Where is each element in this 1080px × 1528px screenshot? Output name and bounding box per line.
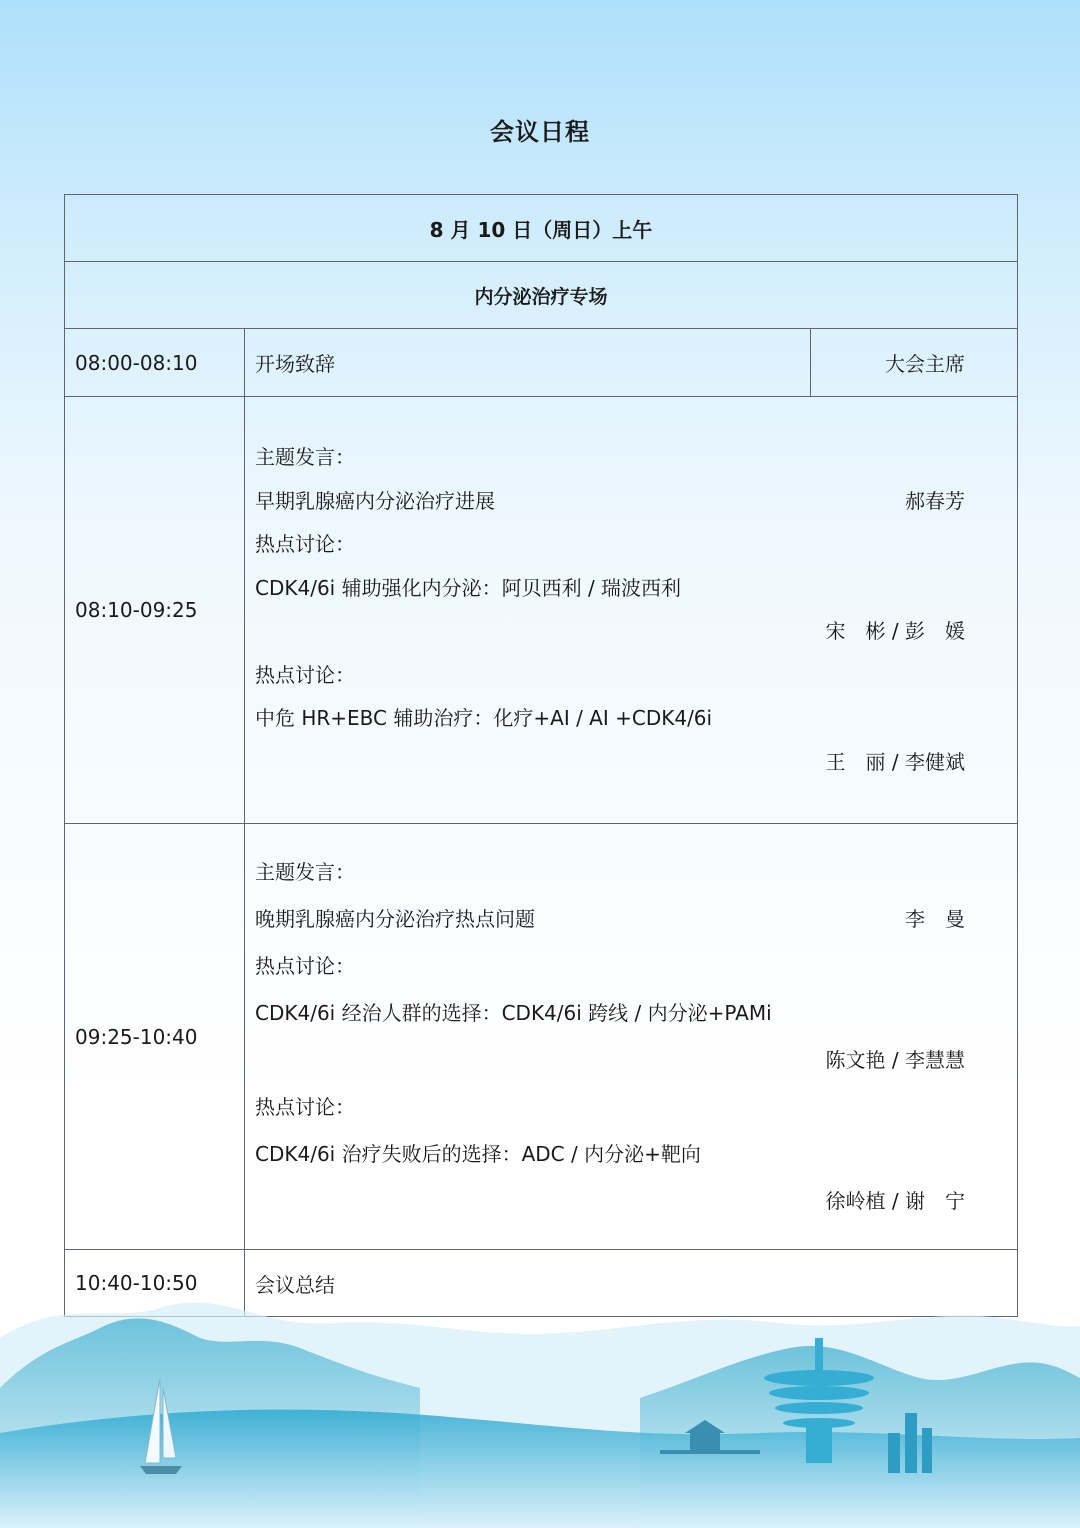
opening-row: [65, 329, 1018, 397]
page-title: 会议日程: [490, 118, 590, 146]
topic-cell: 开场致辞: [245, 329, 811, 397]
date-header: 8 月 10 日（周日）上午: [65, 195, 1018, 262]
program-cell: [245, 824, 1018, 1250]
keynote-speaker: 郝春芳: [905, 488, 965, 513]
keynote-title: 晚期乳腺癌内分泌治疗热点问题: [255, 906, 535, 931]
program-list: [245, 436, 1017, 784]
discussion-title: 中危 HR+EBC 辅助治疗：化疗+AI / AI +CDK4/6i: [255, 706, 713, 730]
topic-cell: 会议总结: [245, 1250, 1018, 1317]
session-block-row: [65, 397, 1018, 824]
program-cell: [245, 397, 1018, 824]
time-cell: 10:40-10:50: [65, 1250, 245, 1317]
landscape-illustration: [0, 1228, 1080, 1528]
discussion-label: 热点讨论：: [255, 1094, 355, 1119]
discussion-label: 热点讨论：: [255, 953, 355, 978]
discussion-title: CDK4/6i 治疗失败后的选择：ADC / 内分泌+靶向: [255, 1141, 701, 1166]
session-row: [65, 262, 1018, 329]
schedule-table: [64, 194, 1018, 1317]
discussion-title: CDK4/6i 辅助强化内分泌：阿贝西利 / 瑞波西利: [255, 575, 682, 600]
session-header: 内分泌治疗专场: [65, 262, 1018, 329]
session-block-row: [65, 824, 1018, 1250]
discussion-speakers: 陈文艳 / 李慧慧: [825, 1047, 965, 1072]
discussion-speakers: 宋 彬 / 彭 媛: [825, 619, 965, 643]
discussion-label: 热点讨论：: [255, 662, 355, 687]
keynote-label: 主题发言：: [255, 445, 355, 469]
date-row: [65, 195, 1018, 262]
keynote-speaker: 李 曼: [905, 906, 965, 931]
discussion-speakers: 王 丽 / 李健斌: [825, 749, 965, 774]
keynote-item: [255, 896, 965, 943]
discussion-speakers: 徐岭植 / 谢 宁: [825, 1188, 965, 1213]
program-list: [245, 849, 1017, 1225]
keynote-item: [255, 480, 965, 524]
keynote-title: 早期乳腺癌内分泌治疗进展: [255, 488, 495, 513]
time-cell: 09:25-10:40: [65, 824, 245, 1250]
time-cell: 08:00-08:10: [65, 329, 245, 397]
discussion-title: CDK4/6i 经治人群的选择：CDK4/6i 跨线 / 内分泌+PAMi: [255, 1000, 772, 1025]
speaker-cell: 大会主席: [811, 329, 1018, 397]
time-cell: 08:10-09:25: [65, 397, 245, 824]
keynote-label: 主题发言：: [255, 859, 355, 884]
discussion-label: 热点讨论：: [255, 532, 355, 556]
